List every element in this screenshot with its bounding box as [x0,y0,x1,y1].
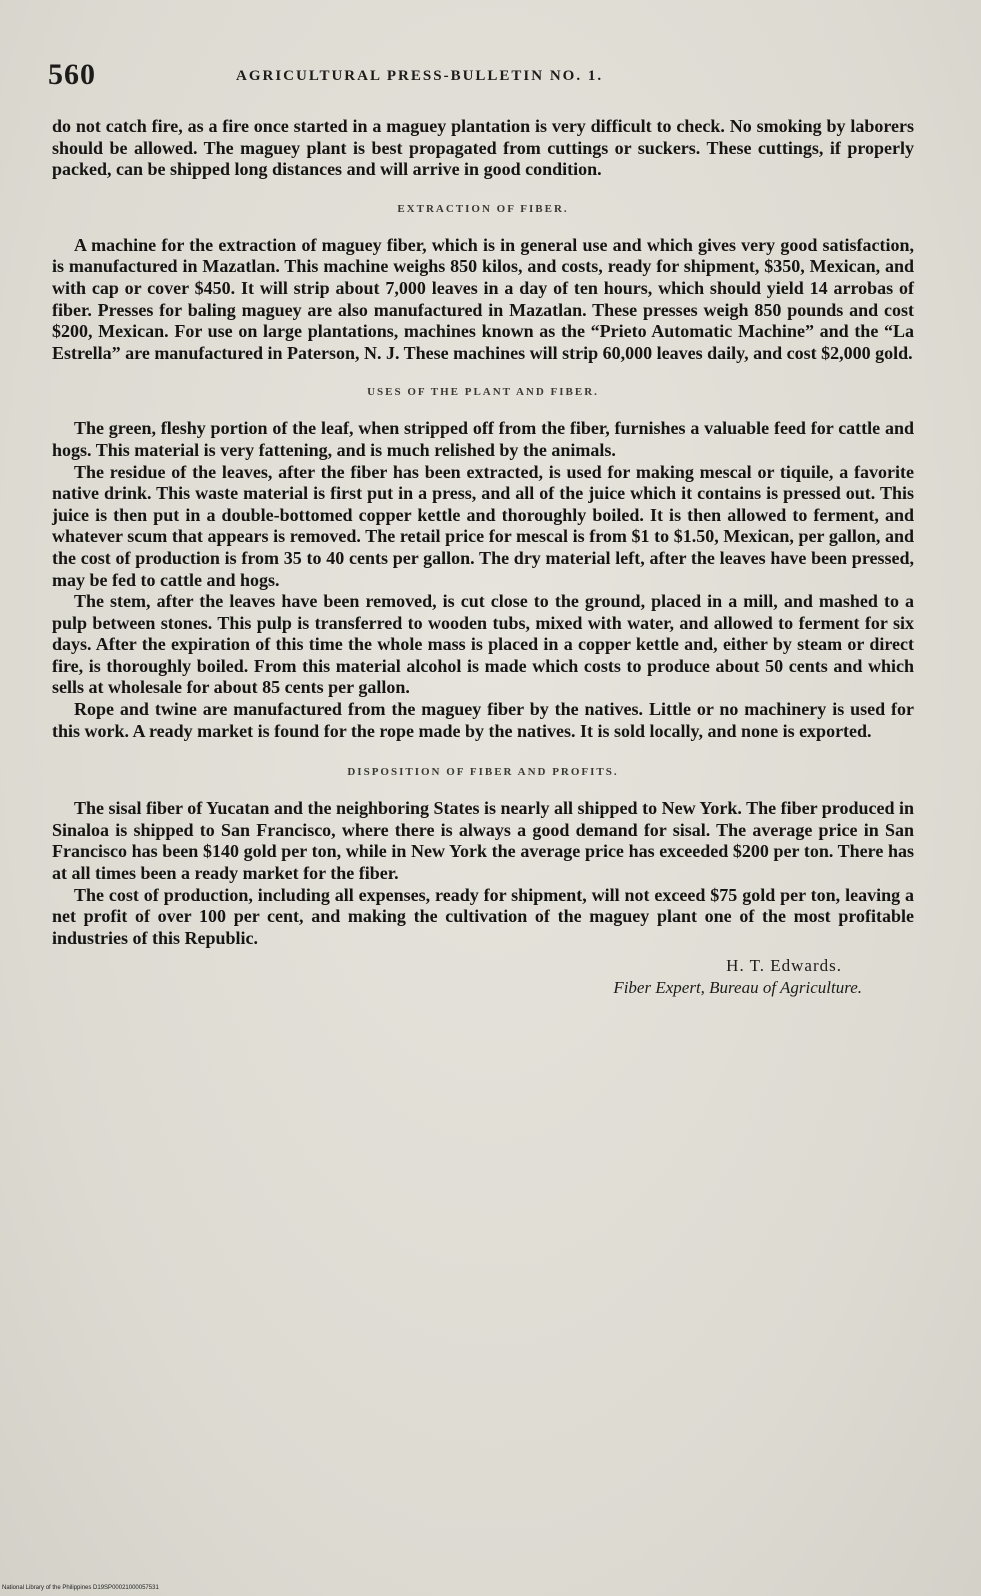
heading-disposition: DISPOSITION OF FIBER AND PROFITS. [347,766,619,779]
uses-paragraph-1: The green, fleshy portion of the leaf, when stripped off from the fiber, furnishes a valuable feed for cattle and hogs. This material is very fattening, and is much relished by the animals. [52,418,914,460]
disposition-paragraph-2: The cost of production, including all expenses, ready for shipment, will not exceed $75 gold per ton, leaving a net profit of over 100 per cent, and making the cultivation of the maguey plant one of the most profitable industries of this Republic. [52,884,914,948]
signature-name: H. T. Edwards. [726,956,842,976]
signature-title: Fiber Expert, Bureau of Agriculture. [613,978,862,998]
heading-uses: USES OF THE PLANT AND FIBER. [367,386,599,399]
uses-paragraph-3: The stem, after the leaves have been removed, is cut close to the ground, placed in a mill, and mashed to a pulp between stones. This pulp is transferred to wooden tubs, mixed with water, and allowed to ferment for six days. After the expiration of this time the whole mass is placed in a copper kettle and, either by steam or direct fire, is thoroughly boiled. From this material alcohol is made which costs to produce about 50 cents and which sells at wholesale for about 85 cents per gallon. [52,591,914,698]
heading-extraction: EXTRACTION OF FIBER. [397,202,569,215]
extraction-paragraph: A machine for the extraction of maguey fiber, which is in general use and which gives very good satisfaction, is manufactured in Mazatlan. This machine weighs 850 kilos, and costs, ready for shipment, $350, Mexican, and with cap or cover $450. It will strip about 7,000 leaves in a day of ten hours, which should yield 14 arrobas of fiber. Presses for baling maguey are also manufactured in Mazatlan. These presses weigh 850 pounds and cost $200, Mexican. For use on large plantations, machines known as the “Prieto Automatic Machine” and the “La Estrella” are manufactured in Paterson, N. J. These machines will strip 60,000 leaves daily, and cost $2,000 gold. [52,234,914,363]
disposition-paragraph-1: The sisal fiber of Yucatan and the neighboring States is nearly all shipped to New York. The fiber produced in Sinaloa is shipped to San Francisco, where there is always a good demand for sisal. The average price in San Francisco has been $140 gold per ton, while in New York the average price has exceeded $200 per ton. There has at all times been a ready market for the fiber. [52,798,914,884]
uses-paragraph-2: The residue of the leaves, after the fiber has been extracted, is used for making mescal or tiquile, a favorite native drink. This waste material is first put in a press, and all of the juice which it contains is pressed out. This juice is then put in a double-bottomed copper kettle and thoroughly boiled. It is then allowed to ferment, and whatever scum that appears is removed. The retail price for mescal is from $1 to $1.50, Mexican, per gallon, and the cost of production is from 35 to 40 cents per gallon. The dry material left, after the leaves have been pressed, may be fed to cattle and hogs. [52,461,914,590]
library-footer: National Library of the Philippines D19SP00021000057531 [2,1585,159,1591]
running-head: AGRICULTURAL PRESS-BULLETIN NO. 1. [236,68,604,84]
signature-block [52,955,914,999]
page-number: 560 [48,58,96,91]
intro-paragraph: do not catch fire, as a fire once started in a maguey plantation is very difficult to check. No smoking by laborers should be allowed. The maguey plant is best propagated from cuttings or suckers. These cuttings, if properly packed, can be shipped long distances and will arrive in good condition. [52,116,914,180]
body-text [52,116,914,999]
uses-paragraph-4: Rope and twine are manufactured from the maguey fiber by the natives. Little or no machinery is used for this work. A ready market is found for the rope made by the natives. It is sold locally, and none is exported. [52,699,914,741]
page-header [48,58,928,98]
